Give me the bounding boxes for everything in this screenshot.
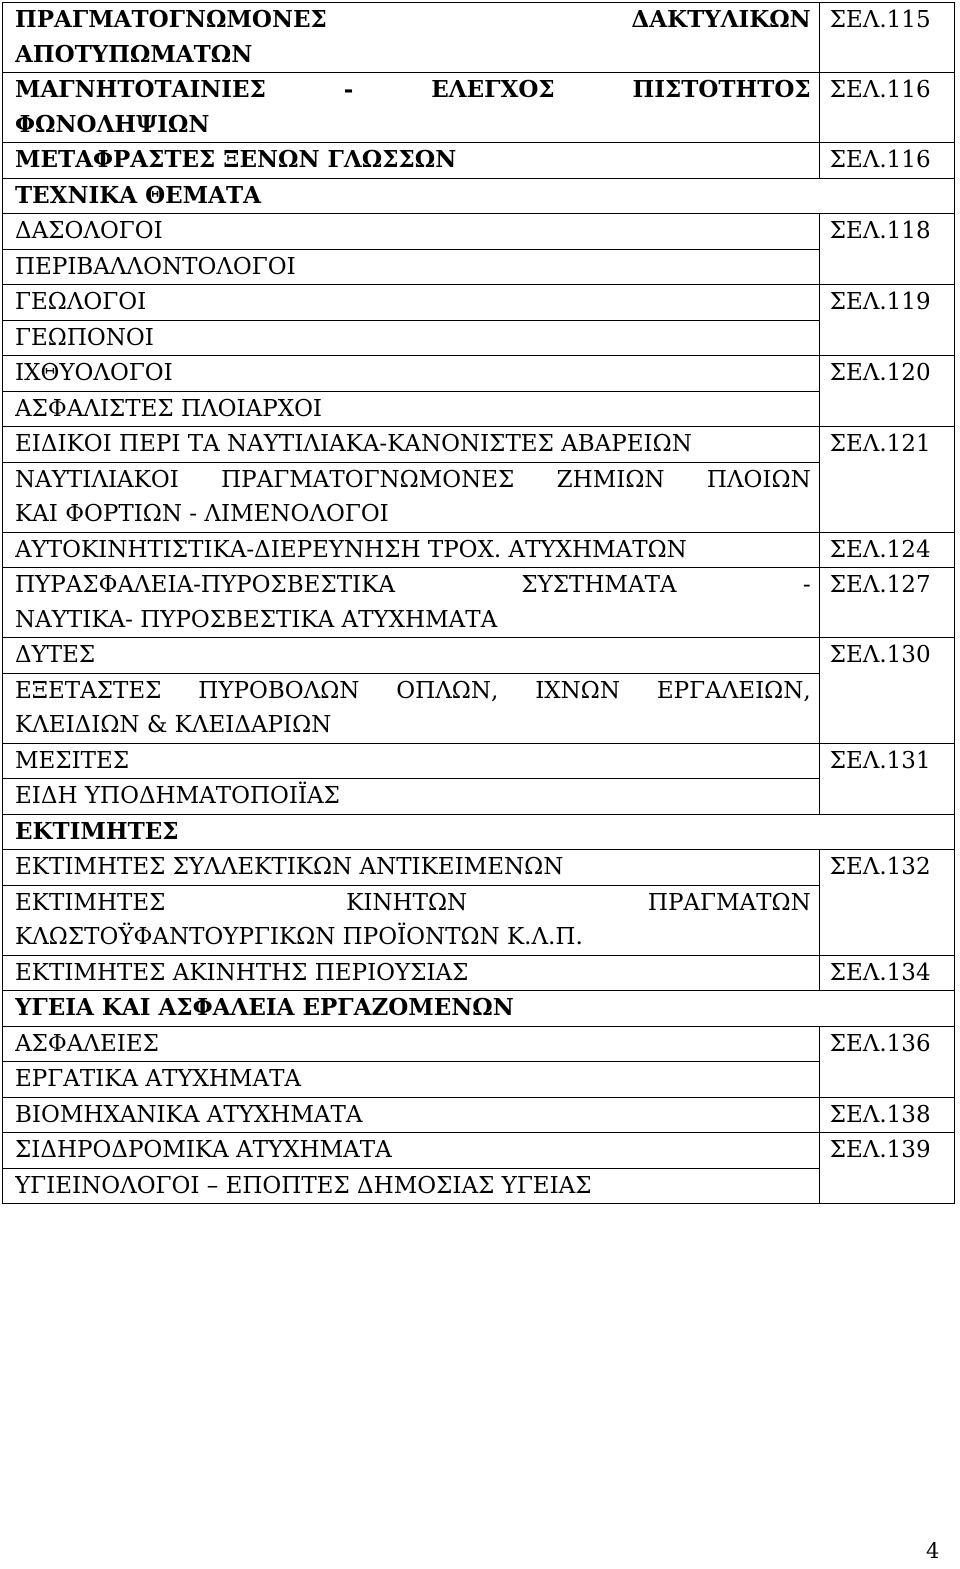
toc-entry-title <box>3 673 820 743</box>
toc-row <box>3 743 955 779</box>
toc-row <box>3 568 955 638</box>
toc-entry-title <box>3 1168 820 1204</box>
toc-entry-title-line: ΚΛΕΙΔΙΩΝ & ΚΛΕΙΔΑΡΙΩΝ <box>15 712 332 738</box>
toc-row <box>3 814 955 850</box>
toc-entry-title <box>3 850 820 886</box>
toc-entry-title-line: ΝΑΥΤΙΛΙΑΚΟΙ ΠΡΑΓΜΑΤΟΓΝΩΜΟΝΕΣ ΖΗΜΙΩΝ ΠΛΟΙΩΝ <box>15 466 811 493</box>
toc-entry-title-line: ΕΙΔΗ ΥΠΟΔΗΜΑΤΟΠΟΙΪΑΣ <box>15 783 340 809</box>
toc-entry-title <box>3 285 820 321</box>
toc-entry-title-line: ΜΕΤΑΦΡΑΣΤΕΣ ΞΕΝΩΝ ΓΛΩΣΣΩΝ <box>15 146 457 173</box>
toc-entry-title <box>3 814 955 850</box>
toc-entry-title <box>3 568 820 638</box>
toc-entry-page: ΣΕΛ.138 <box>819 1097 954 1133</box>
toc-row <box>3 249 955 285</box>
toc-row <box>3 1097 955 1133</box>
toc-row <box>3 462 955 532</box>
toc-entry-title <box>3 249 820 285</box>
toc-entry-title-line: ΣΙΔΗΡΟΔΡΟΜΙΚΑ ΑΤΥΧΗΜΑΤΑ <box>15 1137 392 1163</box>
toc-entry-title-line: ΥΓΙΕΙΝΟΛΟΓΟΙ – ΕΠΟΠΤΕΣ ΔΗΜΟΣΙΑΣ ΥΓΕΙΑΣ <box>15 1172 592 1199</box>
toc-entry-page: ΣΕΛ.120 <box>819 356 954 427</box>
toc-entry-page: ΣΕΛ.119 <box>819 285 954 356</box>
toc-entry-title-line: ΑΣΦΑΛΙΣΤΕΣ ΠΛΟΙΑΡΧΟΙ <box>15 395 323 422</box>
toc-entry-title-line: ΦΩΝΟΛΗΨΙΩΝ <box>15 110 210 138</box>
toc-row <box>3 3 955 73</box>
toc-entry-page: ΣΕΛ.131 <box>819 743 954 814</box>
toc-entry-title <box>3 3 820 73</box>
toc-entry-title <box>3 779 820 815</box>
toc-entry-title <box>3 143 820 179</box>
toc-entry-title <box>3 1062 820 1098</box>
toc-entry-title-line: ΥΓΕΙΑ ΚΑΙ ΑΣΦΑΛΕΙΑ ΕΡΓΑΖΟΜΕΝΩΝ <box>15 994 514 1021</box>
toc-row <box>3 73 955 143</box>
toc-entry-title-line: ΕΡΓΑΤΙΚΑ ΑΤΥΧΗΜΑΤΑ <box>15 1066 302 1092</box>
toc-entry-page: ΣΕΛ.139 <box>819 1133 954 1204</box>
toc-entry-title <box>3 1026 820 1062</box>
toc-row <box>3 673 955 743</box>
toc-row <box>3 1168 955 1204</box>
toc-entry-page: ΣΕΛ.116 <box>819 73 954 143</box>
toc-entry-title-line: ΠΕΡΙΒΑΛΛΟΝΤΟΛΟΓΟΙ <box>15 253 296 280</box>
page-number: 4 <box>926 1539 940 1563</box>
toc-entry-title-line: ΕΚΤΙΜΗΤΕΣ ΣΥΛΛΕΚΤΙΚΩΝ ΑΝΤΙΚΕΙΜΕΝΩΝ <box>15 854 564 880</box>
toc-row <box>3 850 955 886</box>
toc-row <box>3 143 955 179</box>
toc-entry-page: ΣΕΛ.136 <box>819 1026 954 1097</box>
toc-row <box>3 391 955 427</box>
toc-row <box>3 991 955 1027</box>
toc-entry-title-line: ΔΑΣΟΛΟΓΟΙ <box>15 218 163 244</box>
toc-entry-page: ΣΕΛ.115 <box>819 3 954 73</box>
toc-entry-title-line: ΒΙΟΜΗΧΑΝΙΚΑ ΑΤΥΧΗΜΑΤΑ <box>15 1101 363 1128</box>
toc-entry-title-line: ΠΥΡΑΣΦΑΛΕΙΑ-ΠΥΡΟΣΒΕΣΤΙΚΑ ΣΥΣΤΗΜΑΤΑ - <box>15 572 811 598</box>
toc-entry-page: ΣΕΛ.118 <box>819 214 954 285</box>
toc-row <box>3 885 955 955</box>
toc-entry-title-line: ΕΙΔΙΚΟΙ ΠΕΡΙ ΤΑ ΝΑΥΤΙΛΙΑΚΑ-ΚΑΝΟΝΙΣΤΕΣ ΑΒΑΡΕΙΩΝ <box>15 431 692 457</box>
toc-entry-title <box>3 1097 820 1133</box>
toc-entry-title-line: ΤΕΧΝΙΚΑ ΘΕΜΑΤΑ <box>15 181 261 209</box>
toc-entry-title-line: ΕΚΤΙΜΗΤΕΣ <box>15 817 179 845</box>
toc-row <box>3 1026 955 1062</box>
toc-row <box>3 320 955 356</box>
toc-entry-title-line: ΕΚΤΙΜΗΤΕΣ ΑΚΙΝΗΤΗΣ ΠΕΡΙΟΥΣΙΑΣ <box>15 959 469 986</box>
toc-entry-title-line: ΠΡΑΓΜΑΤΟΓΝΩΜΟΝΕΣ ΔΑΚΤΥΛΙΚΩΝ <box>15 6 811 33</box>
toc-row <box>3 214 955 250</box>
toc-entry-title <box>3 73 820 143</box>
toc-entry-title <box>3 955 820 991</box>
toc-entry-title <box>3 214 820 250</box>
toc-entry-title <box>3 885 820 955</box>
toc-entry-page: ΣΕΛ.116 <box>819 143 954 179</box>
toc-entry-title-line: ΕΞΕΤΑΣΤΕΣ ΠΥΡΟΒΟΛΩΝ ΟΠΛΩΝ, ΙΧΝΩΝ ΕΡΓΑΛΕΙΩΝ, <box>15 677 811 704</box>
toc-entry-title <box>3 743 820 779</box>
toc-entry-title <box>3 178 955 214</box>
toc-entry-title-line: ΙΧΘΥΟΛΟΓΟΙ <box>15 360 173 386</box>
toc-entry-title-line: ΔΥΤΕΣ <box>15 642 96 668</box>
toc-entry-title-line: ΓΕΩΛΟΓΟΙ <box>15 289 147 315</box>
table-of-contents <box>2 2 955 1204</box>
toc-row <box>3 427 955 463</box>
toc-entry-title <box>3 356 820 392</box>
toc-entry-title <box>3 320 820 356</box>
toc-entry-title-line: ΚΑΙ ΦΟΡΤΙΩΝ - ΛΙΜΕΝΟΛΟΓΟΙ <box>15 501 389 527</box>
toc-row <box>3 285 955 321</box>
toc-row <box>3 532 955 568</box>
toc-row <box>3 178 955 214</box>
toc-entry-title <box>3 638 820 674</box>
toc-entry-title <box>3 1133 820 1169</box>
toc-entry-page: ΣΕΛ.130 <box>819 638 954 744</box>
toc-row <box>3 638 955 674</box>
toc-entry-page: ΣΕΛ.134 <box>819 955 954 991</box>
toc-row <box>3 356 955 392</box>
toc-entry-page: ΣΕΛ.132 <box>819 850 954 956</box>
toc-entry-title-line: ΓΕΩΠΟΝΟΙ <box>15 324 154 351</box>
toc-entry-title-line: ΜΕΣΙΤΕΣ <box>15 747 130 774</box>
toc-entry-page: ΣΕΛ.124 <box>819 532 954 568</box>
toc-row <box>3 1062 955 1098</box>
toc-entry-title-line: ΝΑΥΤΙΚΑ- ΠΥΡΟΣΒΕΣΤΙΚΑ ΑΤΥΧΗΜΑΤΑ <box>15 606 498 633</box>
toc-entry-title-line: ΚΛΩΣΤΟΫΦΑΝΤΟΥΡΓΙΚΩΝ ΠΡΟΪΟΝΤΩΝ Κ.Λ.Π. <box>15 924 583 950</box>
toc-entry-title-line: ΜΑΓΝΗΤΟΤΑΙΝΙΕΣ - ΕΛΕΓΧΟΣ ΠΙΣΤΟΤΗΤΟΣ <box>15 76 811 103</box>
toc-entry-title-line: ΕΚΤΙΜΗΤΕΣ ΚΙΝΗΤΩΝ ΠΡΑΓΜΑΤΩΝ <box>15 889 811 916</box>
toc-row <box>3 955 955 991</box>
toc-entry-page: ΣΕΛ.121 <box>819 427 954 533</box>
toc-row <box>3 1133 955 1169</box>
toc-entry-title <box>3 532 820 568</box>
toc-entry-title <box>3 991 955 1027</box>
toc-entry-title <box>3 427 820 463</box>
toc-entry-title-line: ΑΥΤΟΚΙΝΗΤΙΣΤΙΚΑ-ΔΙΕΡΕΥΝΗΣΗ ΤΡΟΧ. ΑΤΥΧΗΜΑΤΩΝ <box>15 536 687 563</box>
toc-entry-title <box>3 462 820 532</box>
toc-entry-title-line: ΑΣΦΑΛΕΙΕΣ <box>15 1030 159 1057</box>
toc-row <box>3 779 955 815</box>
toc-entry-title-line: ΑΠΟΤΥΠΩΜΑΤΩΝ <box>15 40 253 68</box>
toc-entry-page: ΣΕΛ.127 <box>819 568 954 638</box>
toc-entry-title <box>3 391 820 427</box>
